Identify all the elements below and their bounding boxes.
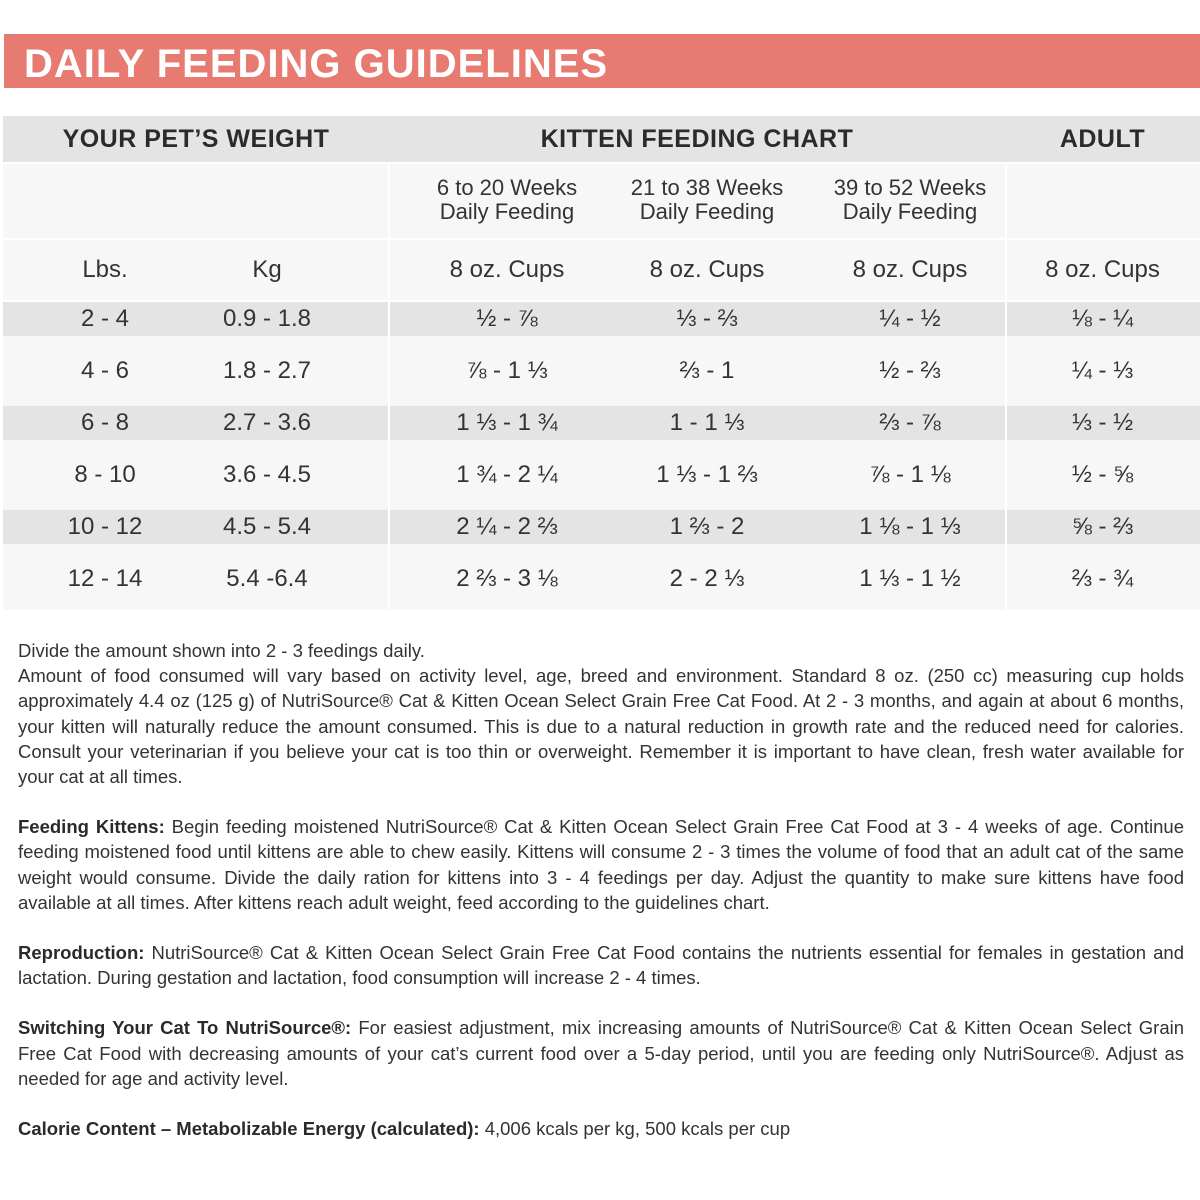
weight-cell: 0.9 - 1.8 [222, 305, 312, 332]
cups-cell: 1 ⅓ - 1 ⅔ [656, 461, 758, 488]
cups-cell: ⅞ - 1 ⅛ [869, 461, 951, 488]
calorie-label: Calorie Content – Metabolizable Energy (calculated): [18, 1118, 480, 1140]
page-title: DAILY FEEDING GUIDELINES [24, 42, 609, 86]
cups-cell: ⅞ - 1 ⅓ [466, 357, 548, 384]
cups-cell: 1 ⅓ - 1 ¾ [456, 409, 558, 436]
cups-cell: ¼ - ½ [879, 305, 941, 332]
adult-header: ADULT [1059, 124, 1146, 153]
age-group-header: 6 to 20 Weeks Daily Feeding [436, 175, 578, 224]
weight-cell: 8 - 10 [74, 461, 136, 488]
weight-header: YOUR PET’S WEIGHT [62, 124, 330, 153]
feeding-notes [18, 638, 1184, 1141]
unit-label: 8 oz. Cups [1045, 256, 1160, 283]
notes-line: Divide the amount shown into 2 - 3 feedings daily. [18, 640, 425, 661]
cups-cell: ⅓ - ⅔ [676, 305, 738, 332]
cups-cell: 1 - 1 ⅓ [669, 409, 745, 436]
switching-paragraph: Switching Your Cat To NutriSource®: For easiest adjustment, mix increasing amounts of NutriSource® Cat & Kitten Ocean Select Grain Free Cat Food with decreasing amounts of your cat’s current food over a 5-day period, until you are feeding only NutriSource®. Adjust as needed for age and activity level. [18, 1017, 1185, 1089]
cups-cell: ⅔ - 1 [679, 357, 735, 384]
cups-cell: 1 ⅔ - 2 [669, 513, 745, 540]
unit-label: Lbs. [82, 256, 128, 283]
title-banner [4, 34, 1200, 88]
cups-cell: 2 ⅔ - 3 ⅛ [456, 565, 558, 592]
weight-cell: 2.7 - 3.6 [222, 409, 312, 436]
unit-label: 8 oz. Cups [449, 256, 565, 283]
column-divider [388, 162, 390, 610]
weight-cell: 2 - 4 [80, 305, 130, 332]
kittens-label: Feeding Kittens: [18, 816, 165, 838]
cups-cell: ⅔ - ⅞ [879, 409, 941, 436]
cups-cell: 1 ⅓ - 1 ½ [859, 565, 961, 592]
weight-cell: 6 - 8 [80, 409, 130, 436]
weight-cell: 1.8 - 2.7 [222, 357, 312, 384]
cups-cell: ⅛ - ¼ [1071, 305, 1134, 332]
cups-cell: ⅔ - ¾ [1071, 565, 1134, 592]
weight-cell: 4 - 6 [80, 357, 130, 384]
switching-label: Switching Your Cat To NutriSource®: [18, 1017, 352, 1039]
weight-cell: 4.5 - 5.4 [222, 513, 312, 540]
weight-cell: 3.6 - 4.5 [222, 461, 312, 488]
unit-label: 8 oz. Cups [852, 256, 968, 283]
divider [3, 162, 1200, 164]
age-group-header: 21 to 38 Weeks Daily Feeding [630, 175, 784, 224]
notes-paragraph: Amount of food consumed will vary based on activity level, age, breed and environment. Standard 8 oz. (250 cc) measuring cup holds approximately 4.4 oz (125 g) of NutriSource® Cat & Kitten Ocean Select Grain Free Cat Food. At 2 - 3 months, and again at about 6 months, your kitten will naturally reduce the amount consumed. This is due to a natural reduction in growth rate and the reduced need for calories. Consult your veterinarian if you believe your cat is too thin or overweight. Remember it is important to have clean, fresh water available for your cat at all times. [18, 665, 1184, 788]
cups-cell: ⅓ - ½ [1071, 409, 1134, 436]
weight-cell: 12 - 14 [67, 565, 143, 592]
weight-cell: 5.4 -6.4 [226, 565, 308, 592]
cups-cell: 1 ⅛ - 1 ⅓ [859, 513, 961, 540]
feeding-table [3, 116, 1200, 610]
cups-cell: 1 ¾ - 2 ¼ [456, 461, 558, 488]
cups-cell: ½ - ⅔ [879, 357, 941, 384]
cups-cell: ⅝ - ⅔ [1071, 513, 1134, 540]
cups-cell: 2 - 2 ⅓ [669, 565, 745, 592]
cups-cell: ½ - ⅝ [1071, 461, 1134, 488]
weight-cell: 10 - 12 [67, 513, 143, 540]
cups-cell: 2 ¼ - 2 ⅔ [456, 513, 558, 540]
reproduction-label: Reproduction: [18, 942, 145, 964]
kitten-header: KITTEN FEEDING CHART [540, 124, 854, 153]
age-group-header: 39 to 52 Weeks Daily Feeding [833, 175, 987, 224]
cups-cell: ½ - ⅞ [476, 305, 538, 332]
unit-label: Kg [252, 256, 282, 283]
cups-cell: ¼ - ⅓ [1071, 357, 1134, 384]
kittens-paragraph: Feeding Kittens: Begin feeding moistened NutriSource® Cat & Kitten Ocean Select Grain Free Cat Food at 3 - 4 weeks of age. Continue feeding moistened food until kittens are able to chew easily. Kittens will consume 2 - 3 times the volume of food that an adult cat of the same weight would consume. Divide the daily ration for kittens into 3 - 4 feedings per day. Adjust the quantity to make sure kittens have food available at all times. After kittens reach adult weight, feed according to the guidelines chart. [18, 816, 1185, 913]
unit-label: 8 oz. Cups [649, 256, 765, 283]
calorie-paragraph: Calorie Content – Metabolizable Energy (calculated): 4,006 kcals per kg, 500 kcals per cup [18, 1118, 791, 1140]
reproduction-paragraph: Reproduction: NutriSource® Cat & Kitten Ocean Select Grain Free Cat Food contains the nutrients essential for females in gestation and lactation. During gestation and lactation, food consumption will increase 2 - 4 times. [18, 942, 1184, 989]
